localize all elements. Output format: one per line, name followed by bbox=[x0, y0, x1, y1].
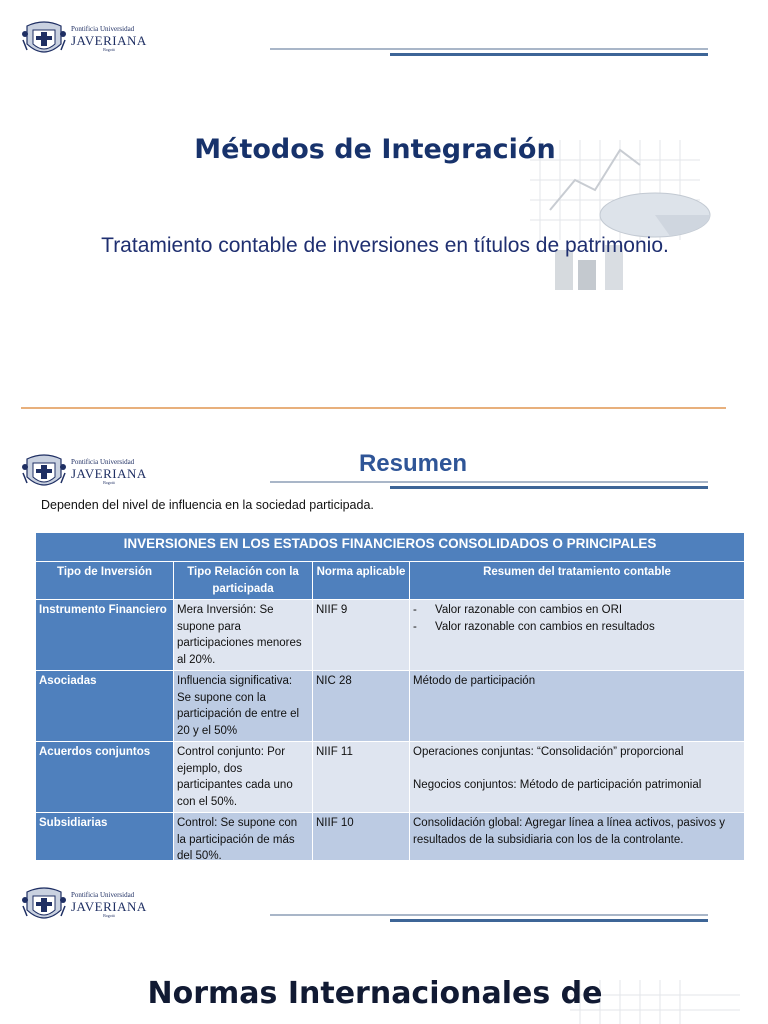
coat-of-arms-icon bbox=[21, 886, 67, 924]
slide-title-heading: Normas Internacionales de bbox=[147, 976, 603, 1011]
slide-divider bbox=[21, 407, 726, 409]
logo-line-1: Pontificia Universidad bbox=[71, 891, 135, 899]
intro-text: Dependen del nivel de influencia en la sociedad participada. bbox=[41, 498, 374, 512]
summary-cell: Consolidación global: Agregar línea a línea activos, pasivos y resultados de la subsidiaria con los de la controlante. bbox=[410, 813, 745, 861]
slide-normas bbox=[0, 870, 768, 1024]
header-line bbox=[270, 481, 708, 483]
list-item: - Valor razonable con cambios en resultados bbox=[413, 619, 741, 636]
relation-cell: Control conjunto: Por ejemplo, dos participantes cada uno con el 50%. bbox=[174, 742, 313, 813]
relation-cell: Control: Se supone con la participación de más del 50%. bbox=[174, 813, 313, 861]
header-line-accent bbox=[390, 53, 708, 56]
table-banner: INVERSIONES EN LOS ESTADOS FINANCIEROS CONSOLIDADOS O PRINCIPALES bbox=[36, 533, 745, 562]
header-line bbox=[270, 48, 708, 50]
column-header: Norma aplicable bbox=[313, 562, 410, 600]
column-header: Tipo de Inversión bbox=[36, 562, 174, 600]
summary-cell: Método de participación bbox=[410, 671, 745, 742]
table-row bbox=[36, 813, 745, 861]
logo-line-1: Pontificia Universidad bbox=[71, 25, 135, 33]
summary-cell bbox=[410, 600, 745, 671]
norm-cell: NIIF 10 bbox=[313, 813, 410, 861]
column-header: Resumen del tratamiento contable bbox=[410, 562, 745, 600]
logo-line-3: Bogotá bbox=[103, 480, 115, 485]
list-item: - Valor razonable con cambios en ORI bbox=[413, 602, 741, 619]
logo-line-2: JAVERIANA bbox=[71, 466, 147, 481]
university-logo bbox=[21, 886, 147, 924]
header-line-accent bbox=[390, 486, 708, 489]
coat-of-arms-icon bbox=[21, 20, 67, 58]
summary-table bbox=[35, 532, 745, 860]
table-row bbox=[36, 600, 745, 671]
norm-cell: NIC 28 bbox=[313, 671, 410, 742]
logo-line-1: Pontificia Universidad bbox=[71, 458, 135, 466]
logo-line-2: JAVERIANA bbox=[71, 899, 147, 914]
slide-title-heading: Resumen bbox=[358, 450, 468, 477]
slide-resumen bbox=[0, 440, 768, 860]
summary-line: Operaciones conjuntas: “Consolidación” proporcional bbox=[413, 746, 684, 758]
row-label: Subsidiarias bbox=[36, 813, 174, 861]
row-label: Acuerdos conjuntos bbox=[36, 742, 174, 813]
column-header: Tipo Relación con la participada bbox=[174, 562, 313, 600]
header-line bbox=[270, 914, 708, 916]
summary-cell bbox=[410, 742, 745, 813]
logo-line-3: Bogotá bbox=[103, 913, 115, 918]
slide-subtitle: Tratamiento contable de inversiones en títulos de patrimonio. bbox=[101, 234, 669, 257]
norm-cell: NIIF 9 bbox=[313, 600, 410, 671]
table-row bbox=[36, 671, 745, 742]
relation-cell: Influencia significativa: Se supone con la participación de entre el 20 y el 50% bbox=[174, 671, 313, 742]
norm-cell: NIIF 11 bbox=[313, 742, 410, 813]
university-logo bbox=[21, 20, 147, 58]
logo-line-2: JAVERIANA bbox=[71, 33, 147, 48]
slide-title-heading: Métodos de Integración bbox=[194, 134, 556, 165]
logo-line-3: Bogotá bbox=[103, 47, 115, 52]
row-label: Instrumento Financiero bbox=[36, 600, 174, 671]
relation-cell: Mera Inversión: Se supone para participaciones menores al 20%. bbox=[174, 600, 313, 671]
summary-line: Negocios conjuntos: Método de participación patrimonial bbox=[413, 778, 702, 791]
header-line-accent bbox=[390, 919, 708, 922]
table-row bbox=[36, 742, 745, 813]
slide-title bbox=[0, 0, 768, 410]
row-label: Asociadas bbox=[36, 671, 174, 742]
